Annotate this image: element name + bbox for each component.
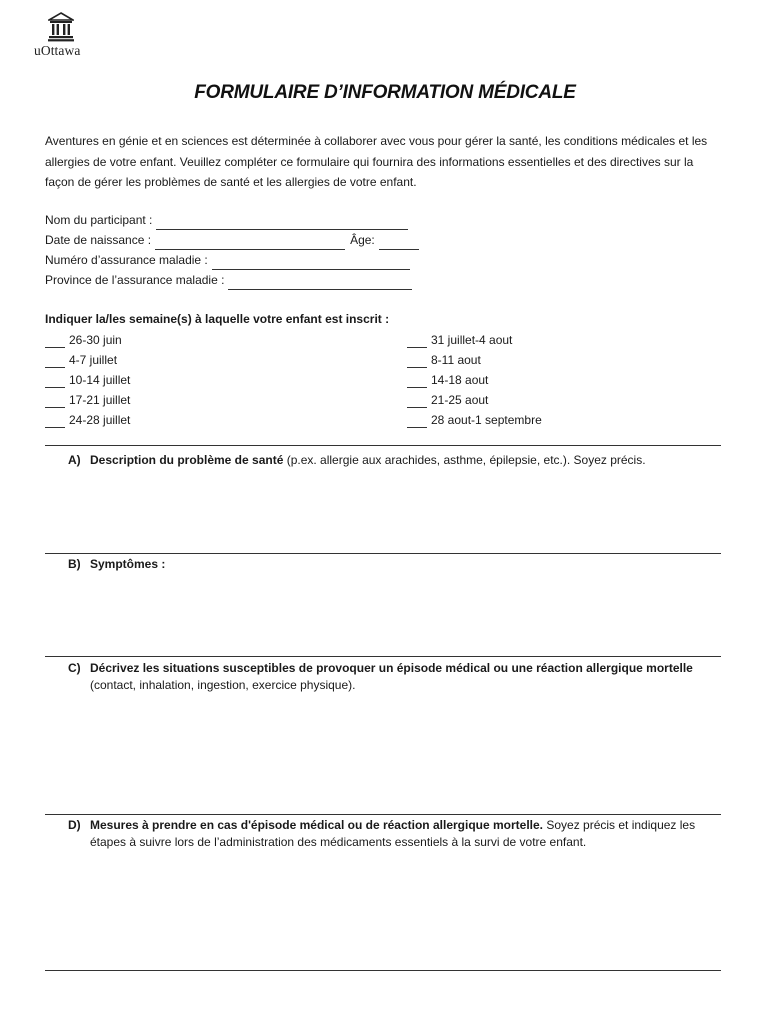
week-checkbox[interactable] <box>407 414 427 428</box>
section-divider <box>45 553 721 554</box>
section-divider <box>45 445 721 446</box>
week-checkbox[interactable] <box>45 394 65 408</box>
section-c-text: (contact, inhalation, ingestion, exercice physique). <box>90 678 356 692</box>
week-item[interactable] <box>45 390 130 410</box>
section-divider <box>45 970 721 971</box>
health-number-field[interactable] <box>212 255 410 270</box>
week-label: 28 aout-1 septembre <box>431 413 542 427</box>
province-row <box>45 270 419 290</box>
participant-name-label: Nom du participant : <box>45 213 153 227</box>
week-label: 14-18 aout <box>431 373 489 387</box>
week-item[interactable] <box>45 370 130 390</box>
weeks-column-2 <box>407 330 542 430</box>
province-field[interactable] <box>228 275 412 290</box>
participant-info-fields <box>45 210 419 290</box>
week-checkbox[interactable] <box>45 354 65 368</box>
week-item[interactable] <box>45 410 130 430</box>
week-item[interactable] <box>407 350 542 370</box>
birthdate-label: Date de naissance : <box>45 233 152 247</box>
section-d <box>68 817 718 851</box>
health-number-label: Numéro d’assurance maladie : <box>45 253 208 267</box>
week-label: 17-21 juillet <box>69 393 131 407</box>
section-divider <box>45 814 721 815</box>
week-item[interactable] <box>45 330 130 350</box>
intro-paragraph: Aventures en génie et en sciences est déterminée à collaborer avec vous pour gérer la santé, les conditions médicales et les allergies de votre enfant. Veuillez compléter ce formulaire qui fournira des informations essentielles et des directives sur la façon de gérer les problèmes de santé et les allergies de votre enfant. <box>45 134 708 189</box>
logo-wordmark: uOttawa <box>34 43 81 58</box>
participant-name-row <box>45 210 419 230</box>
section-letter: C) <box>68 661 81 675</box>
week-item[interactable] <box>407 410 542 430</box>
week-checkbox[interactable] <box>407 394 427 408</box>
week-checkbox[interactable] <box>407 374 427 388</box>
section-a-text: (p.ex. allergie aux arachides, asthme, épilepsie, etc.). Soyez précis. <box>283 453 646 467</box>
section-a-heading: Description du problème de santé <box>90 453 284 467</box>
age-field[interactable] <box>379 235 419 250</box>
week-label: 24-28 juillet <box>69 413 131 427</box>
birthdate-field[interactable] <box>155 235 345 250</box>
week-checkbox[interactable] <box>407 354 427 368</box>
week-item[interactable] <box>407 330 542 350</box>
university-building-icon <box>48 12 74 42</box>
week-label: 26-30 juin <box>69 333 122 347</box>
section-d-text: Soyez précis et indiquez les étapes à suivre lors de l’administration des médicaments essentiels à la survi de votre enfant. <box>90 818 696 849</box>
weeks-column-1 <box>45 330 130 430</box>
week-label: 31 juillet-4 aout <box>431 333 513 347</box>
week-label: 21-25 aout <box>431 393 489 407</box>
birthdate-row <box>45 230 419 250</box>
section-divider <box>45 656 721 657</box>
section-d-heading: Mesures à prendre en cas d'épisode médical ou de réaction allergique mortelle. <box>90 818 544 832</box>
week-label: 10-14 juillet <box>69 373 131 387</box>
health-number-row <box>45 250 419 270</box>
section-c-heading: Décrivez les situations susceptibles de provoquer un épisode médical ou une réaction allergique mortelle <box>90 661 693 675</box>
section-letter: B) <box>68 557 81 571</box>
week-checkbox[interactable] <box>407 334 427 348</box>
week-item[interactable] <box>407 370 542 390</box>
section-b <box>68 556 718 573</box>
week-checkbox[interactable] <box>45 334 65 348</box>
week-item[interactable] <box>407 390 542 410</box>
week-label: 4-7 juillet <box>69 353 118 367</box>
week-item[interactable] <box>45 350 130 370</box>
section-b-heading: Symptômes : <box>90 557 166 571</box>
province-label: Province de l’assurance maladie : <box>45 273 225 287</box>
section-c <box>68 660 718 694</box>
page-title: FORMULAIRE D’INFORMATION MÉDICALE <box>194 82 576 103</box>
section-letter: D) <box>68 818 81 832</box>
participant-name-field[interactable] <box>156 215 408 230</box>
uottawa-logo <box>34 12 94 59</box>
week-checkbox[interactable] <box>45 374 65 388</box>
section-a <box>68 452 718 469</box>
section-letter: A) <box>68 453 81 467</box>
age-label: Âge: <box>350 233 375 247</box>
week-label: 8-11 aout <box>431 353 481 367</box>
weeks-title: Indiquer la/les semaine(s) à laquelle votre enfant est inscrit : <box>45 312 390 326</box>
week-checkbox[interactable] <box>45 414 65 428</box>
